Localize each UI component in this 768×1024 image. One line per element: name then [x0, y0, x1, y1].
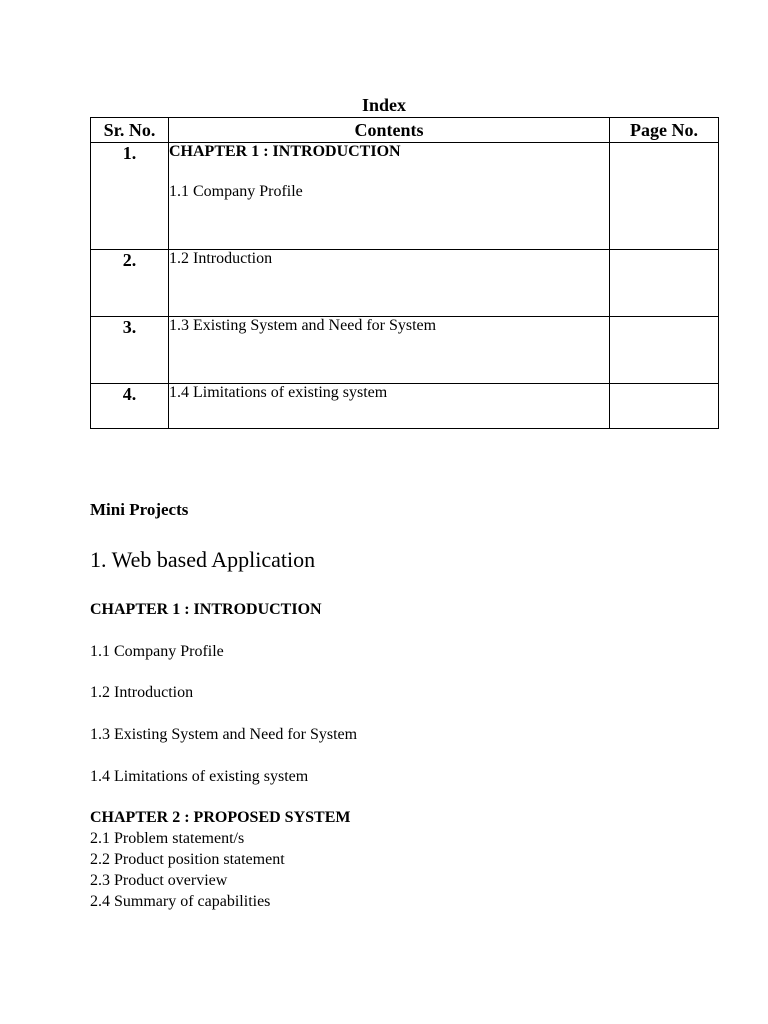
table-row: [91, 250, 719, 317]
chapter1-item: 1.3 Existing System and Need for System: [90, 726, 358, 743]
table-row: [91, 384, 719, 429]
chapter2-title: CHAPTER 2 : PROPOSED SYSTEM: [90, 809, 351, 826]
index-title: Index: [361, 95, 406, 115]
chapter2-item: 2.2 Product position statement: [90, 851, 285, 868]
index-table: [90, 117, 719, 429]
row-sr-no: 4.: [91, 384, 169, 429]
table-row: [91, 143, 719, 250]
chapter2-item: 2.1 Problem statement/s: [90, 830, 245, 847]
row-chapter-title: CHAPTER 1 : INTRODUCTION: [169, 143, 401, 160]
table-header-row: [91, 118, 719, 143]
row-page-no: [610, 317, 719, 384]
row-item: 1.2 Introduction: [169, 250, 273, 267]
row-page-no: [610, 250, 719, 317]
row-page-no: [610, 143, 719, 250]
row-contents: [169, 317, 610, 384]
row-item: 1.4 Limitations of existing system: [169, 384, 388, 401]
chapter1-item: 1.2 Introduction: [90, 684, 194, 701]
row-item: 1.3 Existing System and Need for System: [169, 317, 437, 334]
row-contents: [169, 384, 610, 429]
row-contents: [169, 143, 610, 250]
row-sr-no: 3.: [91, 317, 169, 384]
chapter1-item: 1.1 Company Profile: [90, 643, 224, 660]
row-item: 1.1 Company Profile: [169, 183, 303, 200]
header-page-no: Page No.: [610, 118, 719, 143]
row-contents: [169, 250, 610, 317]
row-page-no: [610, 384, 719, 429]
project-title: 1. Web based Application: [90, 547, 316, 572]
header-sr-no: Sr. No.: [91, 118, 169, 143]
row-sr-no: 1.: [91, 143, 169, 250]
row-sr-no: 2.: [91, 250, 169, 317]
chapter2-item: 2.3 Product overview: [90, 872, 228, 889]
table-row: [91, 317, 719, 384]
chapter1-title: CHAPTER 1 : INTRODUCTION: [90, 601, 322, 618]
header-contents: Contents: [169, 118, 610, 143]
chapter2-item: 2.4 Summary of capabilities: [90, 893, 271, 910]
mini-projects-heading: Mini Projects: [90, 500, 189, 519]
chapter1-item: 1.4 Limitations of existing system: [90, 768, 309, 785]
